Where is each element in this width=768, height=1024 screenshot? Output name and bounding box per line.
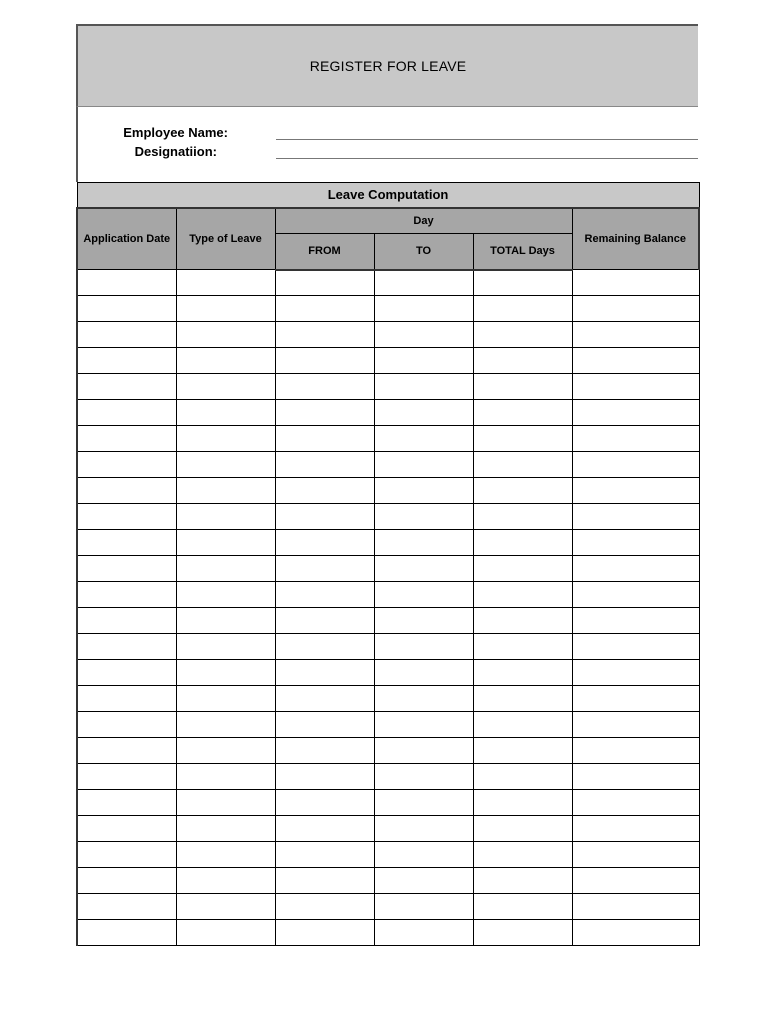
type-of-leave-cell[interactable] <box>176 530 275 556</box>
application-date-cell[interactable] <box>77 790 176 816</box>
title-banner <box>76 24 698 107</box>
type-of-leave-cell[interactable] <box>176 686 275 712</box>
total-days-cell[interactable] <box>473 790 572 816</box>
table-row <box>77 504 699 530</box>
application-date-cell[interactable] <box>77 400 176 426</box>
total-days-cell[interactable] <box>473 816 572 842</box>
from-cell[interactable] <box>275 478 374 504</box>
from-cell[interactable] <box>275 712 374 738</box>
table-row <box>77 556 699 582</box>
remaining-balance-cell[interactable] <box>572 374 699 400</box>
to-cell[interactable] <box>374 634 473 660</box>
type-of-leave-cell[interactable] <box>176 478 275 504</box>
type-of-leave-cell[interactable] <box>176 712 275 738</box>
from-cell[interactable] <box>275 426 374 452</box>
remaining-balance-cell[interactable] <box>572 400 699 426</box>
application-date-cell[interactable] <box>77 634 176 660</box>
remaining-balance-cell[interactable] <box>572 556 699 582</box>
application-date-cell[interactable] <box>77 452 176 478</box>
to-cell[interactable] <box>374 452 473 478</box>
total-days-cell[interactable] <box>473 686 572 712</box>
type-of-leave-cell[interactable] <box>176 374 275 400</box>
table-row <box>77 348 699 374</box>
from-cell[interactable] <box>275 582 374 608</box>
application-date-cell[interactable] <box>77 582 176 608</box>
table-row <box>77 738 699 764</box>
type-of-leave-cell[interactable] <box>176 738 275 764</box>
table-row <box>77 790 699 816</box>
total-days-cell[interactable] <box>473 738 572 764</box>
to-cell[interactable] <box>374 582 473 608</box>
application-date-cell[interactable] <box>77 868 176 894</box>
table-row <box>77 816 699 842</box>
type-of-leave-cell[interactable] <box>176 270 275 296</box>
total-days-cell[interactable] <box>473 894 572 920</box>
remaining-balance-cell[interactable] <box>572 842 699 868</box>
total-days-cell[interactable] <box>473 556 572 582</box>
table-row <box>77 764 699 790</box>
total-days-cell[interactable] <box>473 426 572 452</box>
to-cell[interactable] <box>374 322 473 348</box>
type-of-leave-cell[interactable] <box>176 790 275 816</box>
application-date-cell[interactable] <box>77 296 176 322</box>
from-cell[interactable] <box>275 400 374 426</box>
column-header-total-days: TOTAL Days <box>473 234 572 270</box>
from-cell[interactable] <box>275 634 374 660</box>
to-cell[interactable] <box>374 530 473 556</box>
type-of-leave-cell[interactable] <box>176 920 275 946</box>
total-days-cell[interactable] <box>473 270 572 296</box>
to-cell[interactable] <box>374 426 473 452</box>
application-date-cell[interactable] <box>77 270 176 296</box>
application-date-cell[interactable] <box>77 686 176 712</box>
remaining-balance-cell[interactable] <box>572 816 699 842</box>
table-row <box>77 426 699 452</box>
to-cell[interactable] <box>374 660 473 686</box>
total-days-cell[interactable] <box>473 868 572 894</box>
table-row <box>77 322 699 348</box>
to-cell[interactable] <box>374 790 473 816</box>
column-header-day: Day <box>275 208 572 234</box>
to-cell[interactable] <box>374 686 473 712</box>
to-cell[interactable] <box>374 608 473 634</box>
table-row <box>77 530 699 556</box>
from-cell[interactable] <box>275 608 374 634</box>
from-cell[interactable] <box>275 348 374 374</box>
from-cell[interactable] <box>275 790 374 816</box>
type-of-leave-cell[interactable] <box>176 322 275 348</box>
employee-info-section <box>76 107 698 182</box>
to-cell[interactable] <box>374 270 473 296</box>
application-date-cell[interactable] <box>77 556 176 582</box>
table-row <box>77 582 699 608</box>
remaining-balance-cell[interactable] <box>572 738 699 764</box>
to-cell[interactable] <box>374 374 473 400</box>
remaining-balance-cell[interactable] <box>572 660 699 686</box>
remaining-balance-cell[interactable] <box>572 686 699 712</box>
table-row <box>77 296 699 322</box>
form-title: REGISTER FOR LEAVE <box>309 58 467 74</box>
application-date-cell[interactable] <box>77 426 176 452</box>
remaining-balance-cell[interactable] <box>572 426 699 452</box>
application-date-cell[interactable] <box>77 478 176 504</box>
application-date-cell[interactable] <box>77 530 176 556</box>
type-of-leave-cell[interactable] <box>176 556 275 582</box>
table-row <box>77 374 699 400</box>
table-row <box>77 920 699 946</box>
column-header-application-date: Application Date <box>77 208 176 270</box>
remaining-balance-cell[interactable] <box>572 790 699 816</box>
column-header-type-of-leave: Type of Leave <box>176 208 275 270</box>
column-header-to: TO <box>374 234 473 270</box>
total-days-cell[interactable] <box>473 660 572 686</box>
type-of-leave-cell[interactable] <box>176 504 275 530</box>
designation-label: Designatiion: <box>134 144 217 159</box>
to-cell[interactable] <box>374 478 473 504</box>
to-cell[interactable] <box>374 738 473 764</box>
type-of-leave-cell[interactable] <box>176 426 275 452</box>
to-cell[interactable] <box>374 920 473 946</box>
remaining-balance-cell[interactable] <box>572 920 699 946</box>
table-row <box>77 608 699 634</box>
application-date-cell[interactable] <box>77 764 176 790</box>
remaining-balance-cell[interactable] <box>572 712 699 738</box>
to-cell[interactable] <box>374 556 473 582</box>
remaining-balance-cell[interactable] <box>572 504 699 530</box>
column-header-from: FROM <box>275 234 374 270</box>
from-cell[interactable] <box>275 660 374 686</box>
table-row <box>77 660 699 686</box>
to-cell[interactable] <box>374 712 473 738</box>
table-row <box>77 686 699 712</box>
from-cell[interactable] <box>275 556 374 582</box>
type-of-leave-cell[interactable] <box>176 816 275 842</box>
table-row <box>77 400 699 426</box>
leave-register-sheet <box>76 24 698 946</box>
designation-field[interactable] <box>276 144 698 159</box>
application-date-cell[interactable] <box>77 660 176 686</box>
to-cell[interactable] <box>374 348 473 374</box>
table-row <box>77 842 699 868</box>
remaining-balance-cell[interactable] <box>572 452 699 478</box>
from-cell[interactable] <box>275 270 374 296</box>
type-of-leave-cell[interactable] <box>176 452 275 478</box>
application-date-cell[interactable] <box>77 842 176 868</box>
total-days-cell[interactable] <box>473 348 572 374</box>
total-days-cell[interactable] <box>473 322 572 348</box>
to-cell[interactable] <box>374 894 473 920</box>
from-cell[interactable] <box>275 452 374 478</box>
type-of-leave-cell[interactable] <box>176 400 275 426</box>
total-days-cell[interactable] <box>473 842 572 868</box>
remaining-balance-cell[interactable] <box>572 322 699 348</box>
type-of-leave-cell[interactable] <box>176 764 275 790</box>
remaining-balance-cell[interactable] <box>572 764 699 790</box>
type-of-leave-cell[interactable] <box>176 894 275 920</box>
application-date-cell[interactable] <box>77 894 176 920</box>
leave-computation-table <box>76 182 700 946</box>
from-cell[interactable] <box>275 816 374 842</box>
total-days-cell[interactable] <box>473 296 572 322</box>
from-cell[interactable] <box>275 842 374 868</box>
application-date-cell[interactable] <box>77 504 176 530</box>
remaining-balance-cell[interactable] <box>572 894 699 920</box>
to-cell[interactable] <box>374 816 473 842</box>
table-row <box>77 270 699 296</box>
table-row <box>77 452 699 478</box>
from-cell[interactable] <box>275 530 374 556</box>
table-row <box>77 634 699 660</box>
application-date-cell[interactable] <box>77 920 176 946</box>
total-days-cell[interactable] <box>473 478 572 504</box>
type-of-leave-cell[interactable] <box>176 634 275 660</box>
from-cell[interactable] <box>275 738 374 764</box>
to-cell[interactable] <box>374 504 473 530</box>
to-cell[interactable] <box>374 764 473 790</box>
employee-name-field[interactable] <box>276 125 698 140</box>
from-cell[interactable] <box>275 868 374 894</box>
remaining-balance-cell[interactable] <box>572 582 699 608</box>
remaining-balance-cell[interactable] <box>572 530 699 556</box>
application-date-cell[interactable] <box>77 712 176 738</box>
type-of-leave-cell[interactable] <box>176 868 275 894</box>
application-date-cell[interactable] <box>77 816 176 842</box>
total-days-cell[interactable] <box>473 764 572 790</box>
from-cell[interactable] <box>275 504 374 530</box>
from-cell[interactable] <box>275 374 374 400</box>
table-row <box>77 894 699 920</box>
type-of-leave-cell[interactable] <box>176 660 275 686</box>
remaining-balance-cell[interactable] <box>572 296 699 322</box>
type-of-leave-cell[interactable] <box>176 842 275 868</box>
total-days-cell[interactable] <box>473 504 572 530</box>
type-of-leave-cell[interactable] <box>176 582 275 608</box>
total-days-cell[interactable] <box>473 920 572 946</box>
table-row <box>77 712 699 738</box>
from-cell[interactable] <box>275 920 374 946</box>
employee-name-label: Employee Name: <box>123 125 228 140</box>
total-days-cell[interactable] <box>473 530 572 556</box>
total-days-cell[interactable] <box>473 374 572 400</box>
to-cell[interactable] <box>374 400 473 426</box>
from-cell[interactable] <box>275 322 374 348</box>
column-header-remaining-balance: Remaining Balance <box>572 208 699 270</box>
to-cell[interactable] <box>374 868 473 894</box>
from-cell[interactable] <box>275 764 374 790</box>
application-date-cell[interactable] <box>77 738 176 764</box>
application-date-cell[interactable] <box>77 322 176 348</box>
to-cell[interactable] <box>374 296 473 322</box>
remaining-balance-cell[interactable] <box>572 348 699 374</box>
remaining-balance-cell[interactable] <box>572 868 699 894</box>
table-row <box>77 868 699 894</box>
type-of-leave-cell[interactable] <box>176 296 275 322</box>
remaining-balance-cell[interactable] <box>572 608 699 634</box>
total-days-cell[interactable] <box>473 712 572 738</box>
application-date-cell[interactable] <box>77 348 176 374</box>
from-cell[interactable] <box>275 686 374 712</box>
total-days-cell[interactable] <box>473 582 572 608</box>
total-days-cell[interactable] <box>473 400 572 426</box>
to-cell[interactable] <box>374 842 473 868</box>
remaining-balance-cell[interactable] <box>572 478 699 504</box>
type-of-leave-cell[interactable] <box>176 608 275 634</box>
application-date-cell[interactable] <box>77 374 176 400</box>
application-date-cell[interactable] <box>77 608 176 634</box>
table-row <box>77 478 699 504</box>
leave-entries <box>77 270 699 946</box>
leave-computation-header: Leave Computation <box>77 183 699 208</box>
total-days-cell[interactable] <box>473 608 572 634</box>
from-cell[interactable] <box>275 296 374 322</box>
type-of-leave-cell[interactable] <box>176 348 275 374</box>
from-cell[interactable] <box>275 894 374 920</box>
remaining-balance-cell[interactable] <box>572 634 699 660</box>
total-days-cell[interactable] <box>473 452 572 478</box>
remaining-balance-cell[interactable] <box>572 270 699 296</box>
total-days-cell[interactable] <box>473 634 572 660</box>
